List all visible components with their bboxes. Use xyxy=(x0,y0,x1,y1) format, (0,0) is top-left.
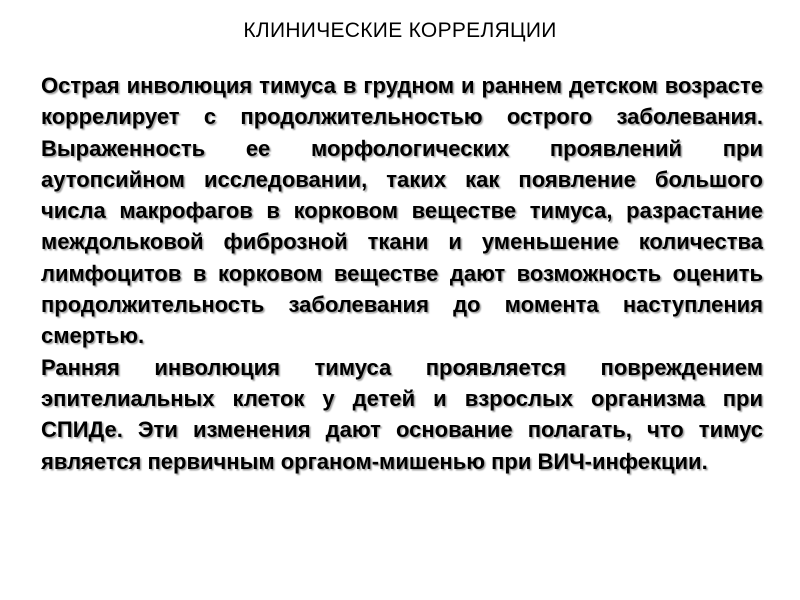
paragraph-early-involution: Ранняя инволюция тимуса проявляется повреждением эпителиальных клеток у детей и взрослых организма при СПИДе. Эти изменения дают основание полагать, что тимус является первичным органом-мишенью при ВИЧ-инфекции. xyxy=(41,354,763,474)
paragraph-acute-involution: Острая инволюция тимуса в грудном и раннем детском возрасте коррелирует с продолжительностью острого заболевания. Выраженность ее морфологических проявлений при аутопсийном исследовании, таких как появление большого числа макрофагов в корковом веществе тимуса, разрастание междольковой фиброзной ткани и уменьшение количества лимфоцитов в корковом веществе дают возможность оценить продолжительность заболевания до момента наступления смертью. xyxy=(41,73,763,349)
slide-title: КЛИНИЧЕСКИЕ КОРРЕЛЯЦИИ xyxy=(243,19,557,42)
slide-body xyxy=(41,70,763,477)
